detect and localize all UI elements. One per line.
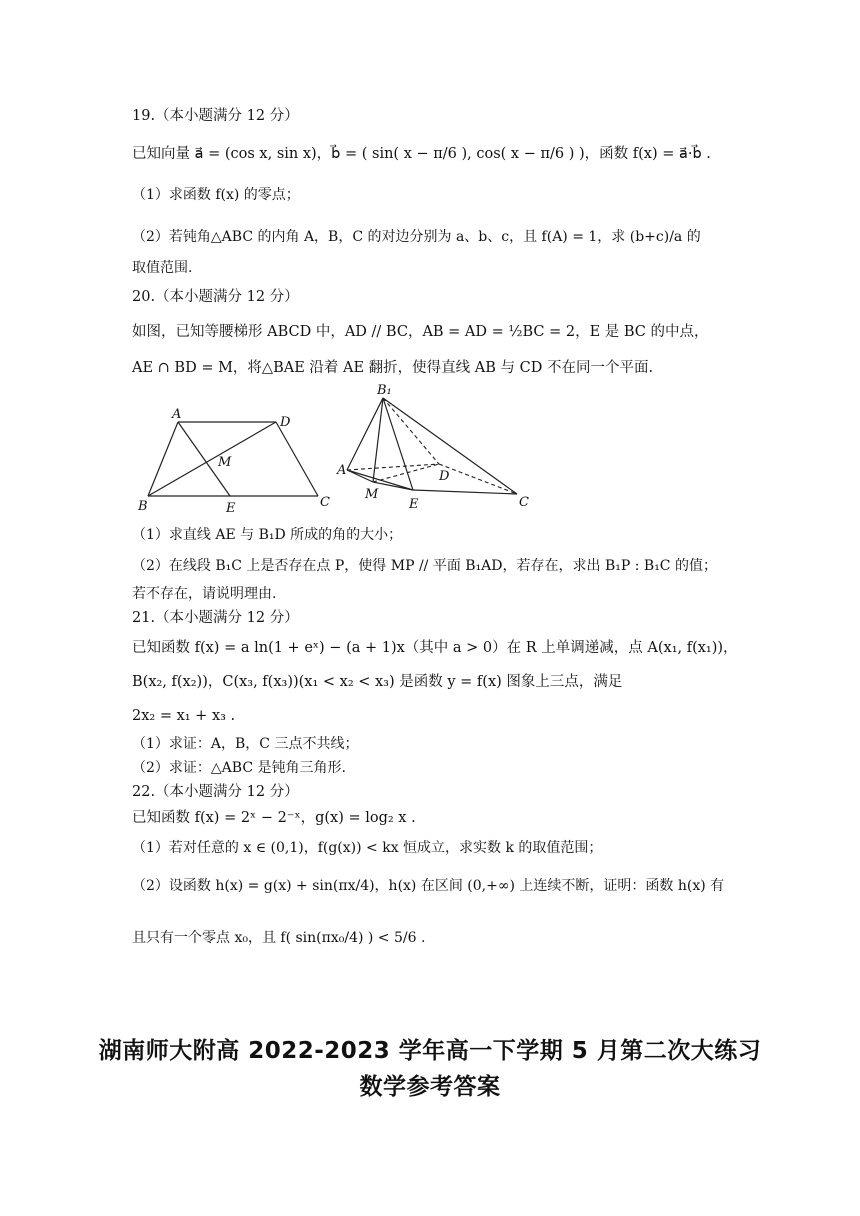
q21-stem-line2: B(x₂, f(x₂))，C(x₃, f(x₃))(x₁ < x₂ < x₃) 是函数 y = f(x) 图象上三点，满足 (132, 674, 623, 690)
q22-stem: 已知函数 f(x) = 2ˣ − 2⁻ˣ，g(x) = log₂ x . (132, 810, 416, 826)
q22-part1: （1）若对任意的 x ∈ (0,1)，f(g(x)) < kx 恒成立，求实数 k 的取值范围； (132, 840, 603, 856)
q21-stem-line1: 已知函数 f(x) = a ln(1 + eˣ) − (a + 1)x（其中 a > 0）在 R 上单调递减，点 A(x₁, f(x₁))， (132, 640, 738, 656)
figure-folded-solid (335, 382, 545, 522)
fig-right-label-e: E (409, 497, 419, 512)
q20-part2-line1: （2）在线段 B₁C 上是否存在点 P，使得 MP // 平面 B₁AD，若存在，求出 B₁P : B₁C 的值； (132, 558, 717, 574)
q22-part2-line1: （2）设函数 h(x) = g(x) + sin(πx/4)，h(x) 在区间 (0,+∞) 上连续不断，证明：函数 h(x) 有 (132, 878, 725, 894)
fig-right-label-b1: B₁ (377, 383, 392, 398)
fig-right-label-c: C (519, 495, 529, 510)
q20-stem-line2: AE ∩ BD = M，将△BAE 沿着 AE 翻折，使得直线 AB 与 CD 不在同一个平面. (132, 360, 654, 376)
q20-part2-line2: 若不存在，请说明理由. (132, 586, 277, 602)
q19-part2-line1: （2）若钝角△ABC 的内角 A，B，C 的对边分别为 a、b、c，且 f(A) = 1，求 (b+c)/a 的 (132, 229, 701, 245)
q21-stem-line3: 2x₂ = x₁ + x₃ . (132, 708, 236, 724)
q19-header: 19.（本小题满分 12 分） (132, 108, 299, 124)
fig-left-label-b: B (138, 499, 148, 514)
q21-header: 21.（本小题满分 12 分） (132, 610, 299, 626)
fig-left-label-m: M (218, 455, 232, 470)
figure-trapezoid (130, 400, 340, 520)
q19-stem: 已知向量 a⃗ = (cos x, sin x)，b⃗ = ( sin( x − π/6 ), cos( x − π/6 ) )，函数 f(x) = a⃗·b⃗ . (132, 146, 711, 162)
answer-subtitle: 数学参考答案 (359, 1074, 501, 1100)
q19-part2-line2: 取值范围. (132, 260, 193, 276)
q22-header: 22.（本小题满分 12 分） (132, 784, 299, 800)
fig-left-label-a: A (172, 407, 182, 422)
fig-left-label-c: C (320, 495, 330, 510)
q20-header: 20.（本小题满分 12 分） (132, 289, 299, 305)
fig-right-label-d: D (439, 469, 450, 484)
q20-stem-line1: 如图，已知等腰梯形 ABCD 中，AD // BC，AB = AD = ½BC = 2，E 是 BC 的中点， (132, 324, 709, 340)
fig-left-label-d: D (280, 415, 291, 430)
fig-right-label-a: A (337, 463, 347, 478)
fig-right-label-m: M (365, 487, 379, 502)
q22-part2-line2: 且只有一个零点 x₀，且 f( sin(πx₀/4) ) < 5/6 . (132, 930, 426, 946)
q21-part1: （1）求证：A，B，C 三点不共线； (132, 736, 359, 752)
fig-left-label-e: E (226, 501, 236, 516)
answer-title: 湖南师大附高 2022-2023 学年高一下学期 5 月第二次大练习 (98, 1038, 762, 1064)
q20-part1: （1）求直线 AE 与 B₁D 所成的角的大小； (132, 527, 403, 543)
q21-part2: （2）求证：△ABC 是钝角三角形. (132, 760, 346, 776)
q19-part1: （1）求函数 f(x) 的零点； (132, 187, 300, 203)
